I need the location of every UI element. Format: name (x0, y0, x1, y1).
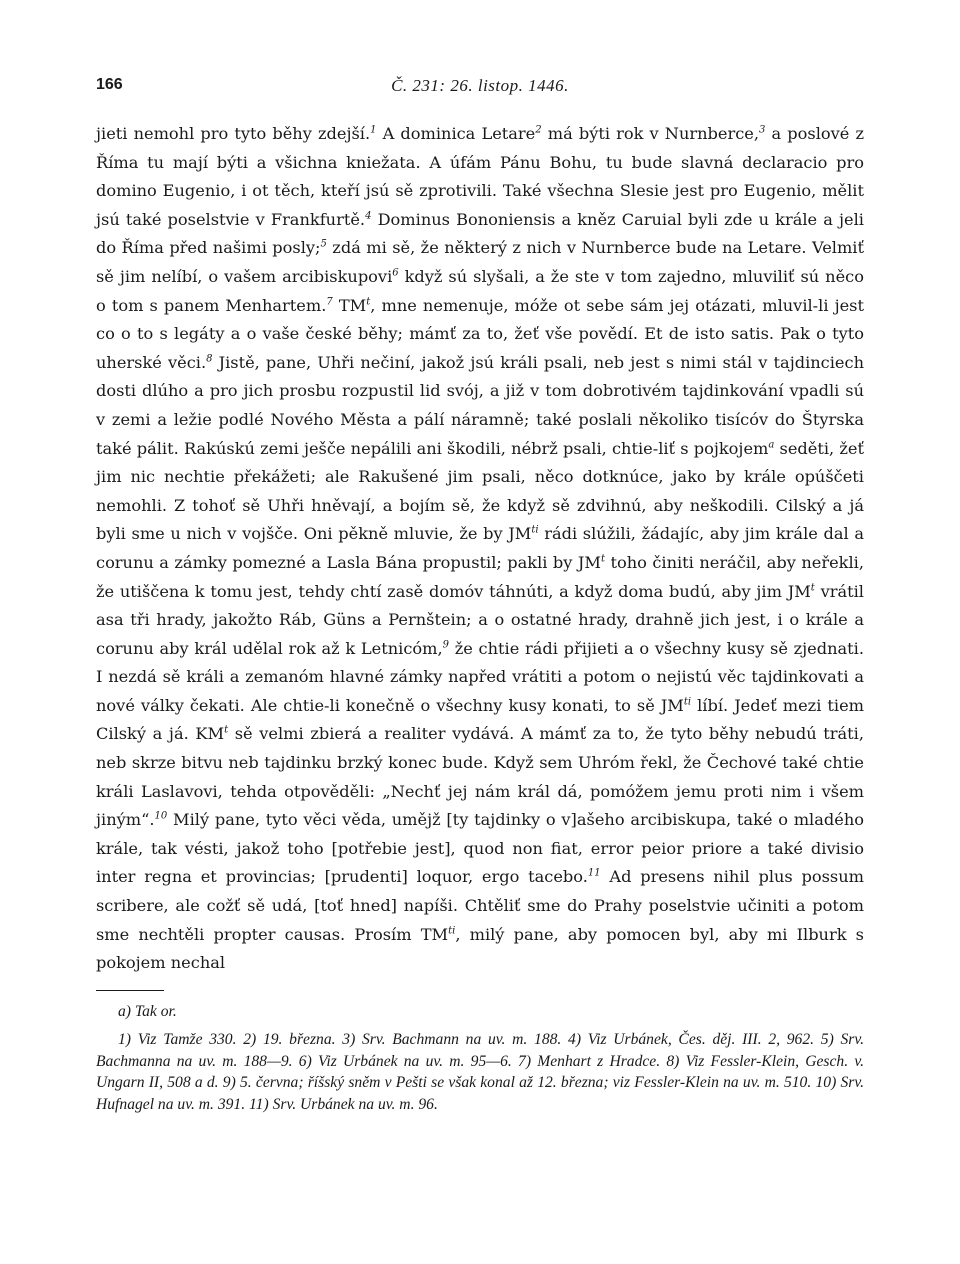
text-segment: má býti rok v Nurnberce, (541, 124, 760, 143)
source-note: 10) Srv. Hufnagel na uv. m. 391. (96, 1074, 864, 1113)
text-segment: , mne nemenuje, móže ot sebe sám jej otázati, mluvil-li jest co o to s legáty a o vaše české běhy; mámť za to, žeť vše povědí. Et de isto satis. Pak o tyto uherské věci. (96, 295, 864, 372)
text-segment: seděti, žeť jim nic nechtie překážeti; ale Rakušené jim psali, něco dotknúce, jako by krále opúščeti nemohli. Z tohoť sě Uhři hněvají, a bojím sě, že když sě zdvihnú, aby neškodili. Cilský a já byli sme u nich v vojšče. Oni pěkně mluvie, že by JM (96, 438, 864, 544)
source-notes (96, 1029, 864, 1115)
letter-paragraph (96, 120, 864, 978)
footnote-marker: t (810, 582, 815, 594)
footnote-marker: 1 (370, 124, 377, 136)
source-note: 4) Viz Urbánek, Čes. děj. III. 2, 962. (568, 1031, 815, 1049)
text-segment: A dominica Letare (376, 124, 536, 143)
text-segment: , milý pane, aby pomocen byl, aby mi Ilburk s pokojem nechal (96, 924, 864, 973)
text-segment: a poslové z Říma tu mají býti a všichna kniežata. A úfám Pánu Bohu, tu bude slavná declaracio pro domino Eugenio, i ot těch, kteří jsú sě zprotivili. Také všechna Slesie jest pro Eugenio, mělit jsú také poselstvie v Frankfurtě. (96, 124, 864, 229)
text-segment: Dominus Bononiensis a kněz Caruial byli zde u krále a jeli do Říma před našimi posly; (96, 209, 864, 258)
source-note: 5) Srv. Bachmanna na uv. m. 188—9. (96, 1031, 865, 1070)
footnote-marker: a (768, 439, 775, 451)
text-segment: že chtie rádi přijieti a o všechny kusy sě zjednati. I nezdá sě králi a zemanóm hlavné zámky napřed vrátiti a potom o nejistú věc tajdinkovati a nové války čekati. Ale chtie-li konečně o všechny kusy konati, to sě JM (96, 638, 864, 715)
text-segment: sě velmi zbierá a realiter vydává. A mámť za to, že tyto běhy nebudú tráti, neb skrze bitvu neb tajdinku brzký konec bude. Když sem Uhróm řekl, že Čechové také chtie králi Laslavovi, tehda otpověděli: „Nechť jej nám král dá, pomóžem jemu proti nim i všem jiným“. (96, 724, 864, 830)
source-note: 2) 19. března. (243, 1031, 336, 1049)
text-segment: když sú slyšali, a že ste v tom zajedno, mluviliť sú něco o tom s panem Menhartem. (96, 266, 864, 315)
footnote-marker: 8 (206, 353, 213, 365)
text-segment: Jistě, pane, Uhři nečiní, jakož jsú králi psali, neb jest s nimi stál v tajdinciech dosti dlúho a pro jich prosbu rozpustil lid svój, a již v tom dobrotivém tajdinkování vpadli sú v zemi a ležie podlé Nového Města a pálí náramně; také poslali několiko tisícóv do Štyrska také pálit. Rakúskú zemi ješče nepálili ani škodili, nébrž psali, chtie-liť s pojkojem (96, 352, 864, 458)
source-note: 7) Menhart z Hradce. (518, 1052, 661, 1070)
footnote-marker: t (224, 725, 229, 737)
text-segment: rádi slúžili, žádajíc, aby jim krále dal a corunu a zámky pomezné a Lasla Bána propustil; pakli by JM (96, 524, 864, 572)
text-segment: Milý pane, tyto věci věda, umějž [ty tajdinky o v]ašeho arcibiskupa, také o mladého krále, tak vésti, jakož toho [potřebie jest], quod non fiat, error peior priore a také divisio inter regna et provincias; [prudenti] loquor, ergo tacebo. (96, 810, 864, 887)
footnote-marker: 4 (365, 210, 372, 222)
source-note: 11) Srv. Urbánek na uv. m. 96. (249, 1095, 438, 1113)
source-note: 8) Viz Fessler-Klein, Gesch. v. Ungarn II, 508 a d. (96, 1052, 864, 1092)
footnote-marker: 10 (154, 810, 168, 822)
running-head (96, 70, 864, 104)
footnote-marker: 7 (326, 296, 333, 308)
book-page (96, 70, 864, 1115)
text-segment: toho činiti neráčil, aby neřekli, že utiščena k tomu jest, tehdy chtí zasě domóv táhnúti, a když doma budú, aby jim JM (96, 552, 864, 601)
page-number: 166 (96, 76, 123, 93)
footnote-marker: 11 (587, 868, 601, 880)
source-note: 9) 5. června; říšský sněm v Pešti se však konal až 12. března; viz Fessler-Klein na uv. m. 510. (222, 1074, 812, 1092)
footnote-marker: t (366, 296, 371, 308)
footnote-marker: ti (448, 925, 456, 937)
footnotes (96, 1001, 864, 1116)
footnote-marker: 2 (535, 124, 542, 136)
text-segment: líbí. Jedeť mezi tiem Cilský a já. KM (96, 695, 865, 744)
letter-body (96, 120, 864, 978)
source-note: 6) Viz Urbánek na uv. m. 95—6. (298, 1052, 512, 1070)
footnote-marker: 5 (320, 238, 327, 250)
footnote-divider (96, 990, 164, 991)
footnote-marker: ti (683, 696, 692, 708)
footnote-marker: 3 (759, 124, 766, 136)
text-segment: TM (332, 295, 367, 315)
source-note: 1) Viz Tamže 330. (118, 1031, 237, 1049)
footnote-marker: 9 (442, 639, 450, 651)
text-segment: Ad presens nihil plus possum scribere, ale cožť sě udá, [toť hned] napíši. Chtěliť sme do Prahy poselstvie učiniti a potom sme nechtěli propter causas. Prosím TM (96, 867, 864, 944)
footnote-marker: ti (531, 524, 539, 536)
textual-note: a) Tak or. (118, 1002, 177, 1020)
source-note: 3) Srv. Bachmann na uv. m. 188. (342, 1031, 562, 1049)
text-segment: zdá mi sě, že některý z nich v Nurnberce bude na Letare. Velmiť sě jim nelíbí, o vašem arcibiskupovi (96, 238, 864, 286)
footnote-marker: 6 (392, 267, 399, 279)
footnote-marker: t (600, 553, 605, 565)
text-segment: vrátil asa tři hrady, jakožto Ráb, Güns a Pernštein; a o ostatné hrady, drahně jich jest, i o krále a corunu aby král udělal rok až k Letnicóm, (96, 581, 864, 658)
text-segment: jieti nemohl pro tyto běhy zdejší. (96, 124, 371, 143)
document-heading: Č. 231: 26. listop. 1446. (391, 76, 569, 95)
